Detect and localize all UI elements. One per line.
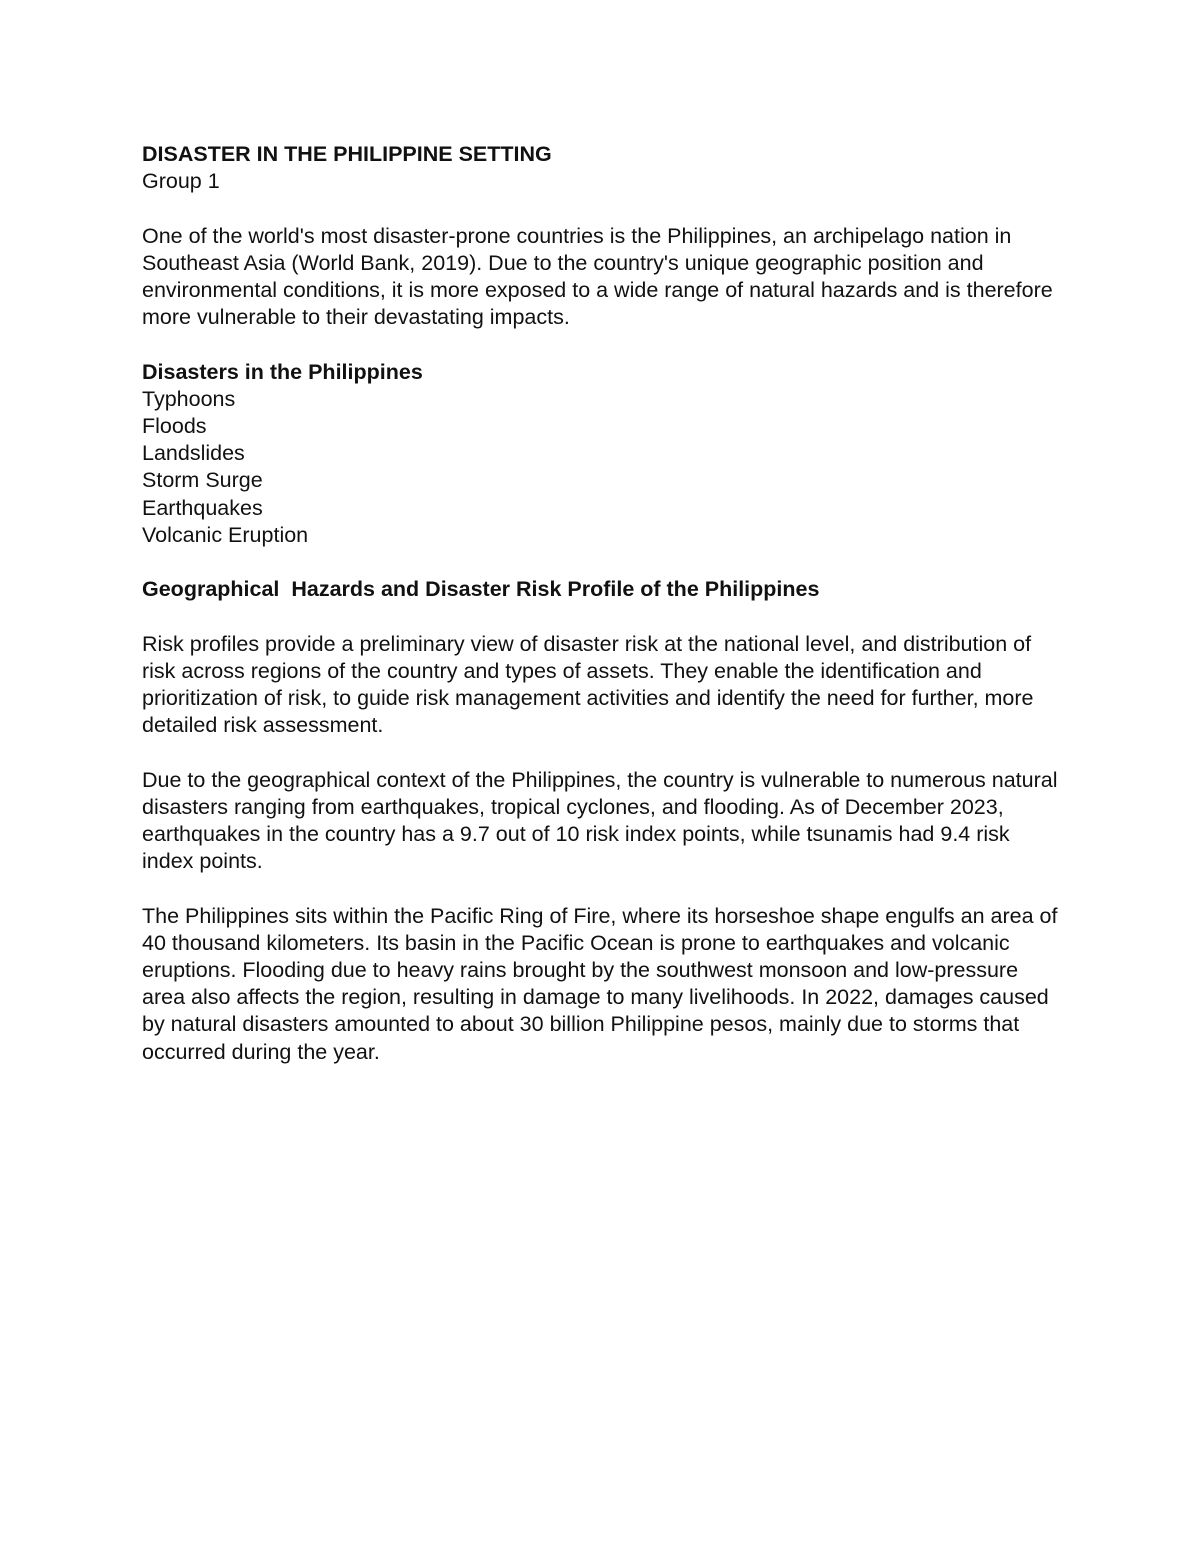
geographic-context-paragraph: Due to the geographical context of the Philippines, the country is vulnerable to numerous natural disasters ranging from earthquakes, tropical cyclones, and flooding. As of December 2023, earthquakes in the country has a 9.7 out of 10 risk index points, while tsunamis had 9.4 risk index points. xyxy=(142,767,1058,874)
spacer xyxy=(142,549,1062,576)
spacer xyxy=(142,875,1062,902)
list-item: Volcanic Eruption xyxy=(142,522,309,547)
spacer xyxy=(142,739,1062,766)
risk-profile-paragraph: Risk profiles provide a preliminary view of disaster risk at the national level, and distribution of risk across regions of the country and types of assets. They enable the identification and prioritization of risk, to guide risk management activities and identify the need for further, more detailed risk assessment. xyxy=(142,631,1034,738)
intro-paragraph: One of the world's most disaster-prone countries is the Philippines, an archipelago nation in Southeast Asia (World Bank, 2019). Due to the country's unique geographic position and environmental conditions, it is more exposed to a wide range of natural hazards and is therefore more vulnerable to their devastating impacts. xyxy=(142,223,1053,330)
spacer xyxy=(142,603,1062,630)
ring-of-fire-paragraph: The Philippines sits within the Pacific Ring of Fire, where its horseshoe shape engulfs an area of 40 thousand kilometers. Its basin in the Pacific Ocean is prone to earthquakes and volcanic eruptions. Flooding due to heavy rains brought by the southwest monsoon and low-pressure area also affects the region, resulting in damage to many livelihoods. In 2022, damages caused by natural disasters amounted to about 30 billion Philippine pesos, mainly due to storms that occurred during the year. xyxy=(142,903,1058,1064)
document-title: DISASTER IN THE PHILIPPINE SETTING xyxy=(142,142,552,166)
document-subtitle: Group 1 xyxy=(142,169,220,194)
disasters-list xyxy=(142,386,1062,549)
list-item: Earthquakes xyxy=(142,495,263,520)
list-item: Floods xyxy=(142,414,207,438)
disasters-heading: Disasters in the Philippines xyxy=(142,359,423,384)
spacer xyxy=(142,331,1062,358)
list-item: Typhoons xyxy=(142,386,236,411)
risk-heading: Geographical Hazards and Disaster Risk Profile of the Philippines xyxy=(142,577,820,602)
spacer xyxy=(142,195,1062,222)
document-body xyxy=(142,141,1062,1066)
list-item: Landslides xyxy=(142,441,245,466)
list-item: Storm Surge xyxy=(142,468,263,493)
